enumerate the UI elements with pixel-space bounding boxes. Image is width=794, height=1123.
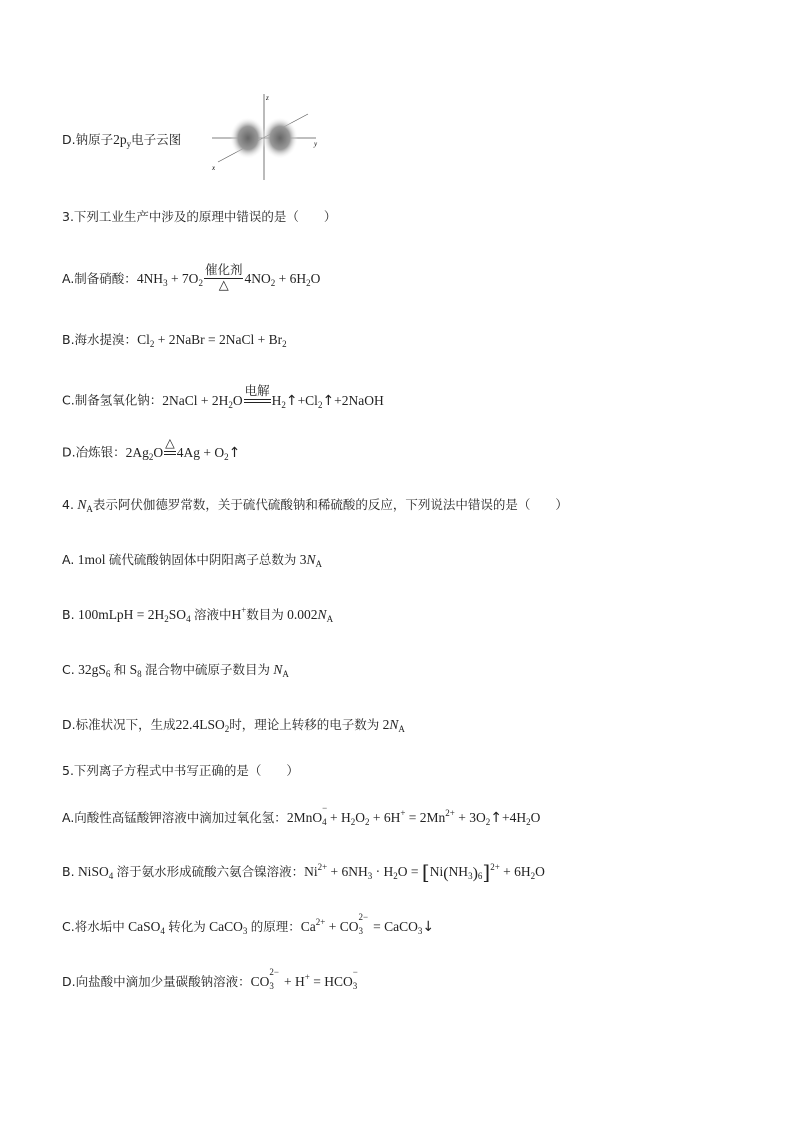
q4-option-d: D.标准状况下，生成$22.4LSO_2$时，理论上转移的电子数为 $2N_A$ [62, 717, 405, 734]
q5-option-a: A.向酸性高锰酸钾溶液中滴加过氧化氢：2MnO $_{- 4} + H_2O_2 + 6H^+ = 2Mn^{2+}$ + $3O_2↑+4H_2O$ [62, 803, 541, 827]
q5-option-c: C.将水垢中 CaSO$_4$ 转化为 CaCO$_3$ 的原理：$Ca^{2+}$ + CO $_{2- 3}$ = CaCO$_3$↓ [62, 912, 435, 936]
q5-option-b: B. NiSO$_4$ 溶于氨水形成硫酸六氨合镍溶液：$Ni^{2+} + 6NH_3 \cdot H_2O = [Ni(NH_3)_6]^{2+} + 6H_2O$ [62, 860, 545, 884]
q4-stem: 4. $N_A$表示阿伏伽德罗常数，关于硫代硫酸钠和稀硫酸的反应，下列说法中错误的是（ ） [62, 497, 568, 514]
orbital-lobe-left [230, 117, 266, 159]
heating-condition: △ [164, 435, 176, 455]
q3-stem: 3.下列工业生产中涉及的原理中错误的是（ ） [62, 209, 337, 224]
axis-y-label: y [314, 140, 318, 148]
q3-option-c: C.制备氢氧化钠：2NaCl + $2H_2O$ 电解 $H_2↑+Cl_2↑+2NaOH$ [62, 383, 384, 410]
axis-x-label: x [212, 164, 216, 172]
q5-stem: 5.下列离子方程式中书写正确的是（ ） [62, 763, 299, 778]
q2-option-d [62, 131, 181, 149]
catalyst-condition: 催化剂 △ [204, 262, 243, 293]
electrolysis-condition: 电解 [244, 383, 271, 403]
q3-option-d: D.冶炼银：$2Ag_2O$ △ $4Ag + O_2↑$ [62, 435, 241, 462]
q4-option-b: B. 100mLpH = $2H_2SO_4$ 溶液中H+数目为 $0.002N_A$ [62, 605, 334, 624]
q2-option-d-label: D.钠原子 [62, 132, 114, 147]
orbital-subscript: y [126, 139, 132, 149]
axis-z-label: z [266, 94, 269, 102]
orbital-lobe-right [262, 117, 298, 159]
q4-option-c: C. $32gS_6$ 和 $S_8$ 混合物中硫原子数目为 $N_A$ [62, 662, 289, 679]
q4-option-a: A. 1mol 硫代硫酸钠固体中阴阳离子总数为 $3N_A$ [62, 552, 322, 569]
q3-option-a: A.制备硝酸：$4NH_3 + 7O_2$ 催化剂 △ $4NO_2 + 6H_2O$ [62, 262, 321, 293]
orbital-label: 2p [113, 132, 127, 147]
q3-option-b: B.海水提溴：$Cl_2$ + 2NaBr = 2NaCl + $Br_2$ [62, 332, 287, 349]
p-orbital-electron-cloud-icon [208, 90, 324, 182]
q2-option-d-tail: 电子云图 [131, 132, 182, 147]
q5-option-d: D.向盐酸中滴加少量碳酸钠溶液：CO $_{2- 3}$ + H+ = HCO $_{- 3}$ [62, 967, 358, 991]
